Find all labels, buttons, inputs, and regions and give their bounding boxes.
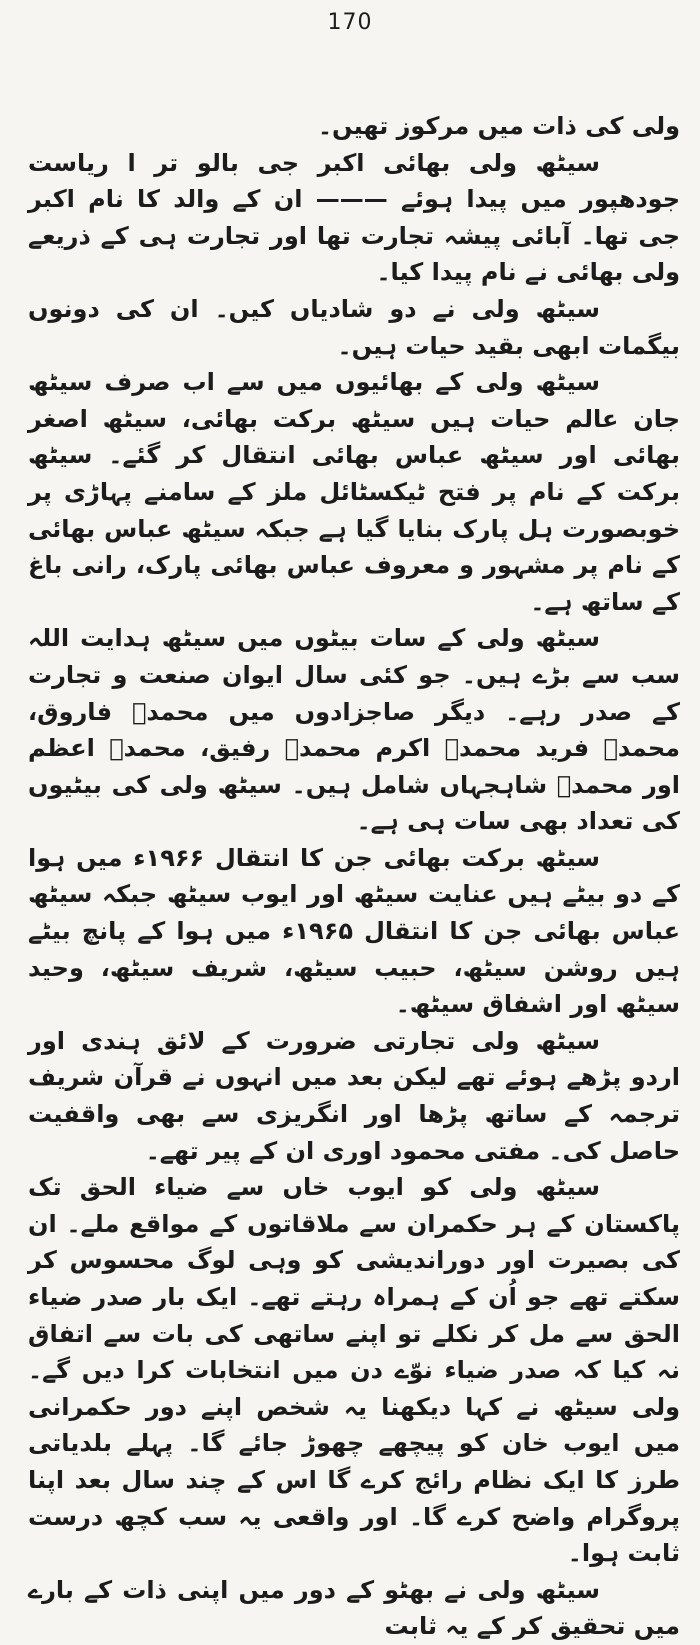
paragraph: سیٹھ ولی نے بھٹو کے دور میں اپنی ذات کے بارے میں تحقیق کر کے یہ ثابت: [28, 1575, 680, 1641]
paragraph: سیٹھ ولی نے دو شادیاں کیں۔ ان کی دونوں بیگمات ابھی بقید حیات ہیں۔: [28, 294, 680, 360]
page-number: 170: [327, 10, 373, 35]
paragraph: سیٹھ ولی کے بھائیوں میں سے اب صرف سیٹھ جان عالم حیات ہیں سیٹھ برکت بھائی، سیٹھ اصغر بھائی اور سیٹھ عباس بھائی انتقال کر گئے۔ سیٹھ برکت کے نام پر فتح ٹیکسٹائل ملز کے سامنے پہاڑی پر خوبصورت ہل پارک بنایا گیا ہے جبکہ سیٹھ عباس بھائی کے نام پر مشہور و معروف عباس بھائی پارک، رانی باغ کے ساتھ ہے۔: [28, 368, 680, 616]
page-body: [28, 108, 681, 1641]
paragraph: سیٹھ برکت بھائی جن کا انتقال ۱۹۶۶ء میں ہوا کے دو بیٹے ہیں عنایت سیٹھ اور ایوب سیٹھ جبکہ سیٹھ عباس بھائی جن کا انتقال ۱۹۶۵ء میں ہوا کے پانچ بیٹے ہیں روشن سیٹھ، حبیب سیٹھ، شریف سیٹھ، وحید سیٹھ اور اشفاق سیٹھ۔: [28, 843, 681, 1019]
paragraph: سیٹھ ولی کو ایوب خاں سے ضیاء الحق تک پاکستان کے ہر حکمران سے ملاقاتوں کے مواقع ملے۔ ان کی بصیرت اور دوراندیشی کو وہی لوگ محسوس کر سکتے تھے جو اُن کے ہمراہ رہتے تھے۔ ایک بار صدر ضیاء الحق سے مل کر نکلے تو اپنے ساتھی کی بات سے اتفاق نہ کیا کہ صدر ضیاء نوّے دن میں انتخابات کرا دیں گے۔ ولی سیٹھ نے کہا دیکھنا یہ شخص اپنے دور حکمرانی میں ایوب خان کو پیچھے چھوڑ جائے گا۔ پہلے بلدیاتی طرز کا ایک نظام رائج کرے گا اس کے چند سال بعد اپنا پروگرام واضح کرے گا۔ اور واقعی یہ سب کچھ درست ثابت ہوا۔: [28, 1173, 680, 1568]
paragraph: سیٹھ ولی کے سات بیٹوں میں سیٹھ ہدایت اللہ سب سے بڑے ہیں۔ جو کئی سال ایوان صنعت و تجارت کے صدر رہے۔ دیگر صاجزادوں میں محمدؐ فاروق، محمدؐ فرید محمدؐ اکرم محمدؐ رفیق، محمدؐ اعظم اور محمدؐ شاہجہاں شامل ہیں۔ سیٹھ ولی کی بیٹیوں کی تعداد بھی سات ہی ہے۔: [28, 624, 680, 836]
paragraph: سیٹھ ولی بھائی اکبر جی بالو تر ا ریاست جودھپور میں پیدا ہوئے ——— ان کے والد کا نام اکبر جی تھا۔ آبائی پیشہ تجارت تھا اور تجارت ہی کے ذریعے ولی بھائی نے نام پیدا کیا۔: [28, 148, 680, 287]
paragraph: ولی کی ذات میں مرکوز تھیں۔: [317, 112, 680, 140]
paragraph: سیٹھ ولی تجارتی ضرورت کے لائق ہندی اور اردو پڑھے ہوئے تھے لیکن بعد میں انہوں نے قرآن شریف ترجمہ کے ساتھ پڑھا اور انگریزی سے بھی واقفیت حاصل کی۔ مفتی محمود اوری ان کے پیر تھے۔: [28, 1026, 680, 1165]
